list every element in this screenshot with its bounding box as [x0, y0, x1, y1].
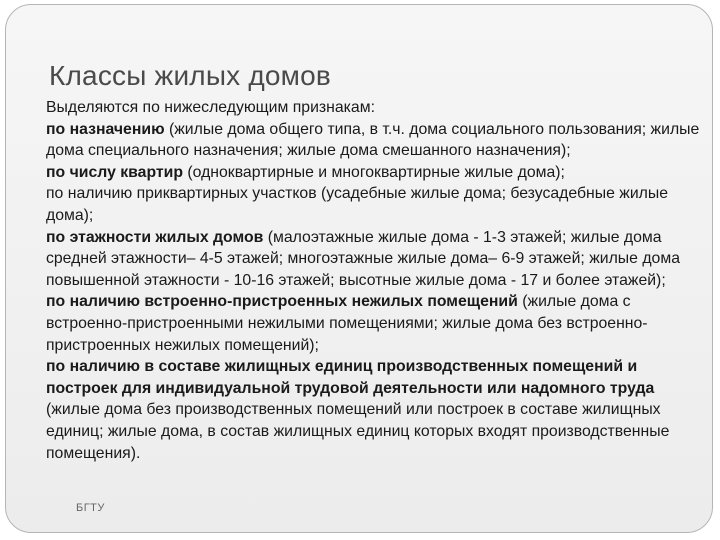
list-item — [46, 227, 706, 292]
slide-body — [46, 97, 706, 464]
item-label: по назначению — [46, 120, 165, 138]
list-item — [46, 356, 706, 464]
footer-text: БГТУ — [76, 502, 105, 514]
item-text: по наличию приквартирных участков (усадебные жилые дома; безусадебные жилые дома); — [46, 185, 669, 224]
item-text: (жилые дома с встроенно-пристроенными нежилыми помещениями; жилые дома без встроенно-пристроенных нежилых помещений); — [46, 293, 648, 354]
item-label: по наличию встроенно-пристроенных нежилых помещений — [46, 293, 518, 311]
slide-title: Классы жилых домов — [49, 60, 331, 91]
item-text: (одноквартирные и многоквартирные жилые дома); — [182, 163, 565, 181]
list-item — [46, 162, 706, 184]
item-text: (жилые дома без производственных помещений или построек в составе жилищных единиц; жилые дома, в состав жилищных единиц которых входят производственные помещения). — [46, 401, 670, 462]
item-label: по этажности жилых домов — [46, 228, 264, 246]
item-text: (жилые дома общего типа, в т.ч. дома социального пользования; жилые дома специального назначения; жилые дома смешанного назначения); — [46, 120, 700, 160]
slide — [5, 4, 713, 533]
item-text: (малоэтажные жилые дома - 1-3 этажей; жилые дома средней этажности– 4-5 этажей; многоэтажные жилые дома– 6-9 этажей; жилые дома повышенной этажности - 10-16 этажей; высотные жилые дома - 17 и более этажей); — [46, 228, 680, 289]
item-label: по наличию в составе жилищных единиц производственных помещений и построек для индивидуальной трудовой деятельности или надомного труда — [46, 358, 655, 397]
item-label: по числу квартир — [46, 163, 183, 181]
list-item — [46, 119, 706, 162]
list-item — [46, 183, 706, 226]
list-item — [46, 291, 706, 356]
intro-text: Выделяются по нижеследующим признакам: — [46, 99, 375, 116]
